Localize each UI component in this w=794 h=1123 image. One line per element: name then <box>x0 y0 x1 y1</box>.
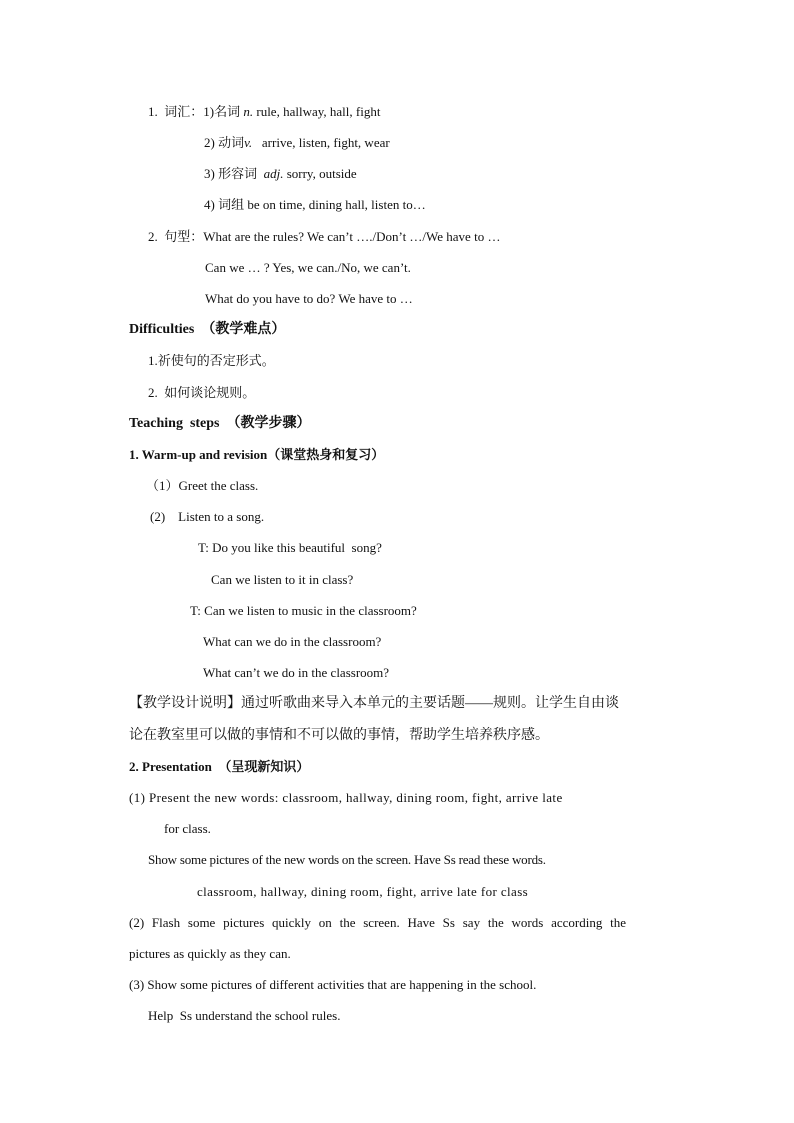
patterns-line-2: Can we … ? Yes, we can./No, we can’t. <box>205 260 411 275</box>
step2-heading-en: 2. Presentation <box>129 759 212 774</box>
difficulties-heading <box>129 321 285 339</box>
step2-item2-line: pictures as quickly as they can. <box>129 946 291 961</box>
step2-heading-cn: （呈现新知识） <box>218 759 310 774</box>
dialogue-line: T: Can we listen to music in the classroom? <box>190 603 417 618</box>
design-note-line-1: 【教学设计说明】通过听歌曲来导入本单元的主要话题——规则。让学生自由谈 <box>129 696 619 711</box>
teaching-steps-heading-cn: （教学步骤） <box>226 416 311 431</box>
step2-item3-line: (3) Show some pictures of different activities that are happening in the school. <box>129 977 537 992</box>
phrases-words: be on time, dining hall, listen to… <box>247 197 426 212</box>
difficulty-item: 2. 如何谈论规则。 <box>148 385 256 400</box>
step2-item2-line: (2) Flash some pictures quickly on the screen. Have Ss say the words according the <box>129 915 626 930</box>
step1-heading-cn: （课堂热身和复习） <box>267 447 385 462</box>
vocab-label: 词汇： <box>164 104 204 119</box>
difficulties-heading-cn: （教学难点） <box>201 322 286 337</box>
adjs-words: sorry, outside <box>283 166 357 181</box>
nouns-prefix: 1)名词 <box>203 104 241 119</box>
step1-item: (2) Listen to a song. <box>150 509 265 524</box>
vocab-line-verbs <box>204 134 390 152</box>
vocab-number: 1. <box>148 104 158 119</box>
dialogue-line: What can we do in the classroom? <box>203 634 382 649</box>
verbs-pos: v. <box>244 135 253 150</box>
step1-item: （1）Greet the class. <box>146 478 259 493</box>
verbs-prefix: 2) 动词 <box>204 135 245 150</box>
verbs-words: arrive, listen, fight, wear <box>252 135 390 150</box>
design-note-line-2: 论在教室里可以做的事情和不可以做的事情，帮助学生培养秩序感。 <box>129 728 549 743</box>
vocab-line-nouns <box>148 103 380 121</box>
step2-item1-line: (1) Present the new words: classroom, hallway, dining room, fight, arrive late <box>129 790 563 805</box>
patterns-number: 2. <box>148 229 158 244</box>
patterns-line-1 <box>148 228 500 246</box>
phrases-prefix: 4) 词组 <box>204 197 248 212</box>
step2-item3-line: Help Ss understand the school rules. <box>148 1008 341 1023</box>
teaching-steps-heading-en: Teaching steps <box>129 416 220 431</box>
nouns-words: rule, hallway, hall, fight <box>253 104 381 119</box>
dialogue-line: Can we listen to it in class? <box>211 572 354 587</box>
step2-item1-line: for class. <box>164 821 211 836</box>
vocab-line-adjs <box>204 165 357 183</box>
patterns-label: 句型： <box>164 229 204 244</box>
step2-heading <box>129 758 309 776</box>
step1-heading-en: 1. Warm-up and revision <box>129 447 268 462</box>
nouns-pos: n. <box>243 104 254 119</box>
difficulty-item: 1.祈使句的否定形式。 <box>148 353 275 368</box>
patterns-line-3: What do you have to do? We have to … <box>205 291 413 306</box>
dialogue-line: T: Do you like this beautiful song? <box>198 540 382 555</box>
difficulties-heading-en: Difficulties <box>129 322 195 337</box>
pattern-text: What are the rules? We can’t …./Don’t …/We have to … <box>203 229 501 244</box>
dialogue-line: What can’t we do in the classroom? <box>203 665 390 680</box>
adjs-pos: adj. <box>263 166 284 181</box>
step2-item1-words: classroom, hallway, dining room, fight, arrive late for class <box>197 884 529 899</box>
teaching-steps-heading <box>129 415 311 433</box>
vocab-line-phrases <box>204 196 426 214</box>
step1-heading <box>129 446 384 464</box>
adjs-prefix: 3) 形容词 <box>204 166 261 181</box>
step2-item1-line: Show some pictures of the new words on the screen. Have Ss read these words. <box>148 852 546 867</box>
